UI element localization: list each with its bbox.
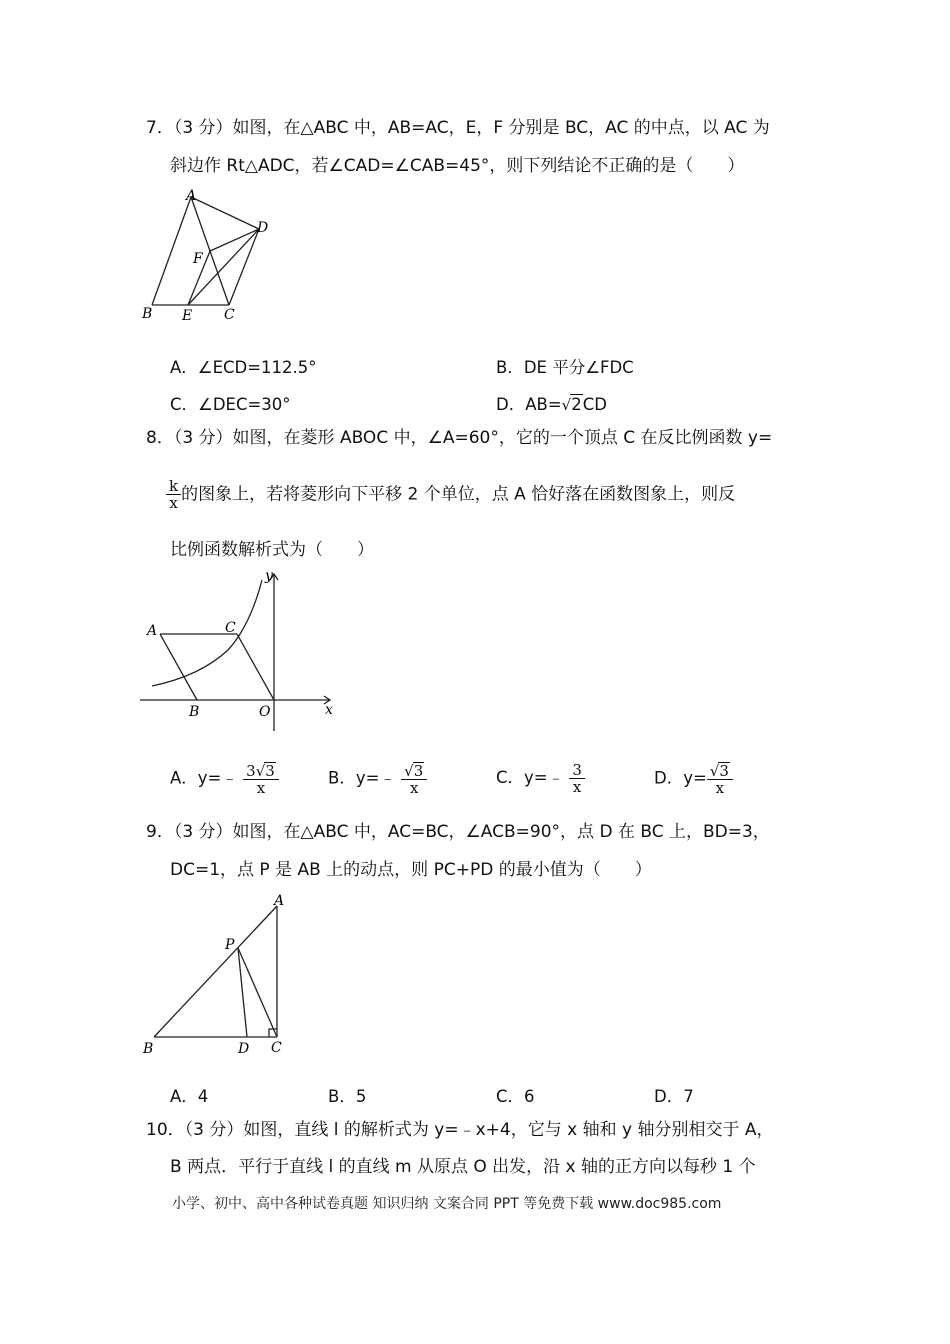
page-footer: 小学、初中、高中各种试卷真题 知识归纳 文案合同 PPT 等免费下载 www.doc985.com [172,1196,722,1212]
q8-option-a-coef: 3 [246,762,256,780]
q9-option-c: C．6 [496,1087,535,1106]
q8-option-b-prefix: B．y=﹣ [328,768,396,788]
q7-option-d-prefix: D．AB= [496,395,562,414]
q8-line2: 的图象上，若将菱形向下平移 2 个单位，点 A 恰好落在函数图象上，则反 [181,484,736,505]
q9-option-b: B．5 [328,1087,367,1106]
q8-option-b-radicand: 3 [413,762,424,780]
q8-label-b: B [189,704,200,720]
q9-label-b: B [143,1041,154,1057]
q8-frac-num: k [169,477,179,495]
q7-option-c: C．∠DEC=30° [170,395,291,414]
q8-label-y: y [265,568,273,584]
q7-line1: 7．（3 分）如图，在△ABC 中，AB=AC，E，F 分别是 BC，AC 的中点，以 AC 为 [146,118,770,138]
q8-option-c-prefix: C．y=﹣ [496,768,565,787]
q8-frac-den: x [169,494,178,512]
q7-line2: 斜边作 Rt△ADC，若∠CAD=∠CAB=45°，则下列结论不正确的是（ ） [170,156,745,176]
q8-option-d-radicand: 3 [719,762,729,780]
q7-label-c: C [224,307,235,323]
q10-line1: 10．（3 分）如图，直线 l 的解析式为 y=﹣x+4，它与 x 轴和 y 轴分别相交于 A， [146,1120,774,1140]
q9-label-p: P [225,937,235,953]
q8-label-x: x [325,702,333,718]
q8-option-d-prefix: D．y= [654,768,707,788]
q7-option-b: B．DE 平分∠FDC [496,358,634,377]
q7-label-e: E [182,308,193,324]
q9-label-c: C [271,1040,282,1056]
q7-label-d: D [257,220,269,236]
q9-label-d: D [238,1041,250,1057]
q9-option-a: A．4 [170,1087,209,1106]
q9-figure [140,888,300,1058]
q8-line2-wrap [166,478,735,511]
q7-label-b: B [142,306,153,322]
q8-fraction-k-over-x [166,478,181,511]
q8-label-c: C [225,620,236,636]
q8-option-c-num: 3 [572,761,582,779]
q9-line1: 9．（3 分）如图，在△ABC 中，AC=BC，∠ACB=90°，点 D 在 BC 上，BD=3， [146,822,770,842]
q7-option-d-radicand: 2 [571,395,582,414]
q8-label-a: A [147,623,158,639]
q9-option-d: D．7 [654,1087,694,1106]
q8-option-c [496,762,585,795]
q7-label-f: F [193,251,203,267]
q8-option-c-den: x [572,778,582,796]
q8-option-a: A．y=﹣ $\frac{3√3}{x}$ [170,762,279,796]
q8-option-b: B．y=﹣ $\frac{√3}{x}$ [328,762,427,796]
q8-option-d-den: x [715,779,725,797]
q7-figure [138,186,278,326]
q10-line2: B 两点．平行于直线 l 的直线 m 从原点 O 出发，沿 x 轴的正方向以每秒 1 个 [170,1157,756,1177]
q8-line3: 比例函数解析式为（ ） [170,540,374,560]
q9-label-a: A [274,893,285,909]
q8-figure [140,566,340,736]
q8-option-a-prefix: A．y=﹣ [170,768,238,788]
q8-option-a-den: x [256,779,266,797]
q7-option-d-suffix: CD [582,395,607,414]
q8-option-b-den: x [409,779,419,797]
q8-option-d: D．y= $\frac{√3}{x}$ [654,762,733,796]
q7-option-a: A．∠ECD=112.5° [170,358,317,377]
q7-label-a: A [186,188,197,204]
q8-line1: 8．（3 分）如图，在菱形 ABOC 中，∠A=60°，它的一个顶点 C 在反比例函数 y= [146,428,773,448]
q7-option-d: D．AB=√2CD [496,395,607,414]
q8-option-a-radicand: 3 [265,762,275,780]
q8-label-o: O [259,704,271,720]
q9-line2: DC=1，点 P 是 AB 上的动点，则 PC+PD 的最小值为（ ） [170,860,652,880]
